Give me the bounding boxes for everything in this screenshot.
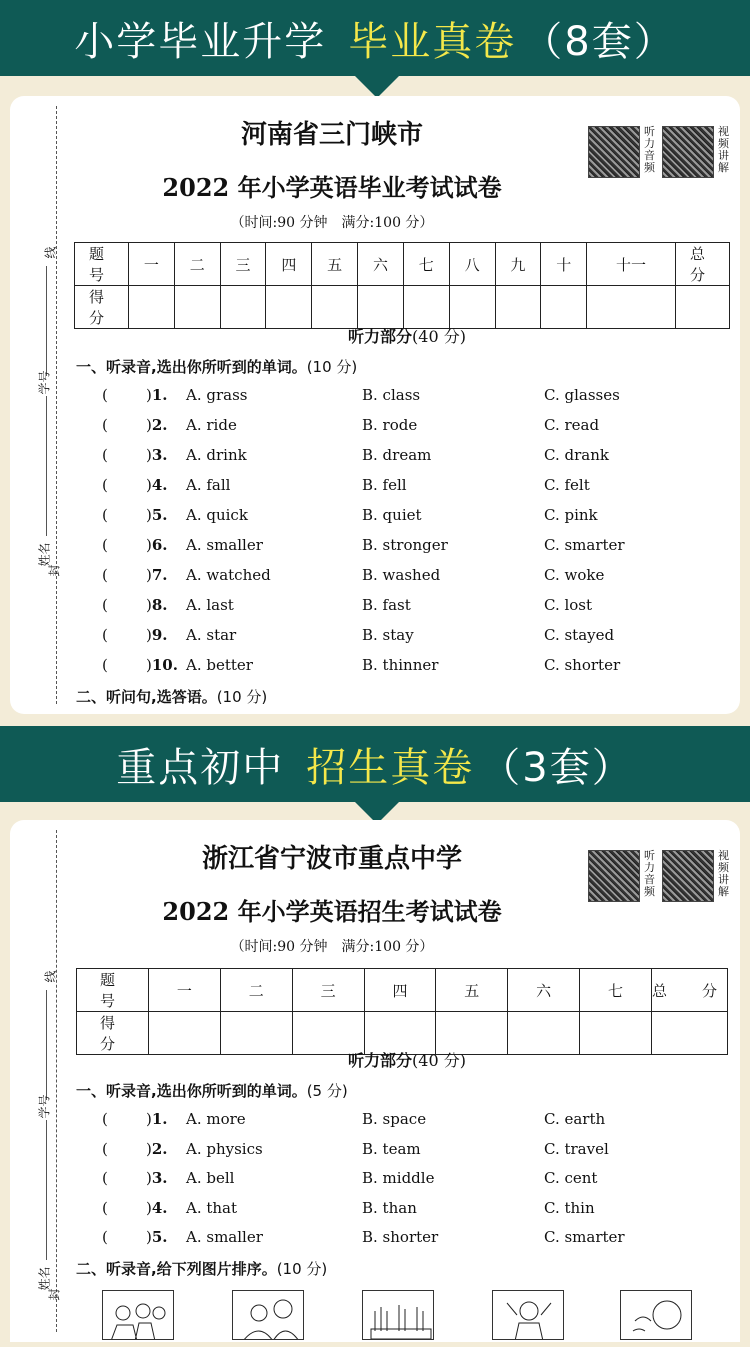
option-a: A. ride xyxy=(186,416,237,434)
exam-title: 河南省三门峡市 xyxy=(240,120,423,150)
score-cell[interactable] xyxy=(312,286,358,329)
score-col: 七 xyxy=(580,969,652,1012)
banner-tail: （8套） xyxy=(522,18,676,65)
answer-blank-open[interactable]: ( xyxy=(102,476,108,494)
student-no-line xyxy=(46,990,47,1100)
score-cell[interactable] xyxy=(403,286,449,329)
score-table xyxy=(76,968,728,1055)
cut-line xyxy=(56,106,57,704)
banner-main: 重点初中 xyxy=(116,744,285,791)
score-row-label: 题 号 xyxy=(75,243,129,286)
answer-blank-open[interactable]: ( xyxy=(102,566,108,584)
score-cell[interactable] xyxy=(266,286,312,329)
exam-paper-2 xyxy=(10,820,740,1342)
score-col: 八 xyxy=(449,243,495,286)
question-title: 二、听问句,选答语。 xyxy=(76,688,217,706)
paren-close: ) xyxy=(146,506,152,524)
section-points: (40 分) xyxy=(412,327,466,346)
option-b: B. fell xyxy=(362,476,407,494)
option-c: C. lost xyxy=(544,596,593,614)
option-b: B. rode xyxy=(362,416,418,434)
question-number: 10. xyxy=(151,656,178,674)
section-title: 听力部分 xyxy=(348,327,413,346)
score-col: 五 xyxy=(312,243,358,286)
banner-main: 小学毕业升学 xyxy=(74,18,327,65)
answer-blank-open[interactable]: ( xyxy=(102,596,108,614)
score-table-header-row xyxy=(75,243,730,286)
paren-close: ) xyxy=(146,1169,152,1187)
banner-tail: （3套） xyxy=(480,744,634,791)
section-points: (40 分) xyxy=(412,1051,466,1070)
exam-paper-1 xyxy=(10,96,740,714)
margin-label-seal: 封 xyxy=(47,1288,62,1301)
question-title: 一、听录音,选出你所听到的单词。 xyxy=(76,358,307,376)
question-item xyxy=(102,476,702,504)
score-cell[interactable] xyxy=(587,286,676,329)
option-a: A. watched xyxy=(186,566,271,584)
score-total-col: 总 分 xyxy=(676,243,730,286)
score-cell[interactable] xyxy=(449,286,495,329)
score-cell[interactable] xyxy=(174,286,220,329)
listening-picture-5 xyxy=(620,1290,692,1340)
question-number: 4. xyxy=(151,476,168,494)
question-heading xyxy=(76,686,267,707)
answer-blank-close xyxy=(146,566,168,584)
listening-picture-2 xyxy=(232,1290,304,1340)
option-a: A. star xyxy=(186,626,237,644)
answer-blank-close xyxy=(146,416,168,434)
answer-blank-close xyxy=(146,476,168,494)
question-item xyxy=(102,506,702,534)
option-b: B. space xyxy=(362,1110,427,1128)
question-number: 5. xyxy=(151,506,168,524)
paren-close: ) xyxy=(146,416,152,434)
question-item xyxy=(102,1169,702,1197)
listening-picture-4 xyxy=(492,1290,564,1340)
margin-label-name: 姓名 xyxy=(37,1266,52,1291)
option-b: B. thinner xyxy=(362,656,439,674)
student-no-line xyxy=(46,266,47,376)
question-heading xyxy=(76,1258,327,1279)
qr-label-audio: 听力音频 xyxy=(644,849,655,898)
answer-blank-close xyxy=(146,536,168,554)
paren-close: ) xyxy=(146,1198,152,1217)
banner-highlight: 招生真卷 xyxy=(306,744,475,791)
listening-picture-1 xyxy=(102,1290,174,1340)
listening-picture-3 xyxy=(362,1290,434,1340)
margin-label-line: 线 xyxy=(43,246,58,259)
score-col: 十一 xyxy=(587,243,676,286)
question-number: 2. xyxy=(151,1139,168,1158)
question-item xyxy=(102,1110,702,1138)
option-a: A. physics xyxy=(186,1139,263,1158)
binding-margin xyxy=(10,820,74,1342)
option-b: B. middle xyxy=(362,1169,435,1187)
question-number: 3. xyxy=(151,446,168,464)
paren-close: ) xyxy=(146,386,152,404)
option-c: C. felt xyxy=(544,476,590,494)
option-a: A. that xyxy=(186,1198,238,1217)
option-b: B. team xyxy=(362,1139,421,1158)
answer-blank-open[interactable]: ( xyxy=(102,656,108,674)
margin-label-seal: 封 xyxy=(47,564,62,577)
option-c: C. drank xyxy=(544,446,609,464)
option-b: B. dream xyxy=(362,446,432,464)
option-b: B. quiet xyxy=(362,506,422,524)
option-c: C. smarter xyxy=(544,536,625,554)
banner-highlight: 毕业真卷 xyxy=(348,18,517,65)
question-number: 9. xyxy=(151,626,168,644)
option-a: A. grass xyxy=(186,386,248,404)
score-cell[interactable] xyxy=(541,286,587,329)
paren-close: ) xyxy=(146,656,152,674)
banner-graduation xyxy=(0,0,750,76)
qr-label-video: 视频讲解 xyxy=(718,849,729,898)
option-c: C. woke xyxy=(544,566,605,584)
question-number: 2. xyxy=(151,416,168,434)
qr-code-audio-icon[interactable] xyxy=(588,126,640,178)
answer-blank-open[interactable]: ( xyxy=(102,1169,108,1187)
section-heading xyxy=(74,324,740,347)
option-c: C. travel xyxy=(544,1139,609,1158)
question-item xyxy=(102,626,702,654)
question-points: (10 分) xyxy=(216,688,268,706)
option-a: A. bell xyxy=(186,1169,235,1187)
question-item xyxy=(102,446,702,474)
score-col: 五 xyxy=(436,969,508,1012)
score-table-header-row xyxy=(77,969,728,1012)
score-col: 九 xyxy=(495,243,541,286)
question-title: 二、听录音,给下列图片排序。 xyxy=(76,1260,277,1278)
answer-blank-close xyxy=(146,446,168,464)
option-a: A. drink xyxy=(186,446,247,464)
option-b: B. class xyxy=(362,386,421,404)
answer-blank-close xyxy=(146,1140,168,1158)
score-cell[interactable] xyxy=(220,286,266,329)
question-number: 7. xyxy=(151,566,168,584)
question-number: 8. xyxy=(151,596,168,614)
cut-line xyxy=(56,830,57,1332)
banner-admission xyxy=(0,726,750,802)
answer-blank-close xyxy=(146,656,178,674)
score-row-label: 得 分 xyxy=(75,286,129,329)
answer-blank-open[interactable]: ( xyxy=(102,446,108,464)
question-number: 4. xyxy=(151,1198,168,1217)
answer-blank-open[interactable]: ( xyxy=(102,1110,108,1128)
exam-time: （时间:90 分钟 满分:100 分） xyxy=(230,215,434,231)
qr-code-video-icon[interactable] xyxy=(662,126,714,178)
score-col: 四 xyxy=(266,243,312,286)
question-number: 3. xyxy=(151,1169,168,1187)
score-col: 一 xyxy=(129,243,175,286)
qr-label-video: 视频讲解 xyxy=(718,125,729,174)
option-a: A. better xyxy=(186,656,253,674)
option-c: C. thin xyxy=(544,1198,595,1217)
option-b: B. than xyxy=(362,1198,417,1217)
question-number: 6. xyxy=(151,536,168,554)
name-line xyxy=(46,1120,47,1260)
paren-close: ) xyxy=(146,596,152,614)
score-row-label: 得 分 xyxy=(77,1012,149,1055)
paren-close: ) xyxy=(146,476,152,494)
question-item xyxy=(102,596,702,624)
score-col: 三 xyxy=(220,243,266,286)
question-title: 一、听录音,选出你所听到的单词。 xyxy=(76,1082,307,1100)
name-line xyxy=(46,396,47,536)
option-c: C. smarter xyxy=(544,1228,625,1246)
question-item xyxy=(102,386,702,414)
paren-close: ) xyxy=(146,626,152,644)
score-col: 一 xyxy=(149,969,221,1012)
answer-blank-open[interactable]: ( xyxy=(102,1139,108,1158)
score-col: 十 xyxy=(541,243,587,286)
exam-subtitle: 2022 年小学英语招生考试试卷 xyxy=(162,897,502,926)
question-item xyxy=(102,566,702,594)
score-col: 二 xyxy=(174,243,220,286)
score-col: 二 xyxy=(220,969,292,1012)
answer-blank-close xyxy=(146,386,168,404)
option-c: C. cent xyxy=(544,1169,598,1187)
paren-close: ) xyxy=(146,536,152,554)
score-col: 三 xyxy=(292,969,364,1012)
option-c: C. pink xyxy=(544,506,598,524)
question-item xyxy=(102,1199,702,1227)
question-item xyxy=(102,1228,702,1256)
qr-code-video-icon[interactable] xyxy=(662,850,714,902)
option-c: C. stayed xyxy=(544,626,615,644)
score-col: 六 xyxy=(358,243,404,286)
qr-code-audio-icon[interactable] xyxy=(588,850,640,902)
answer-blank-open[interactable]: ( xyxy=(102,1198,108,1217)
option-c: C. read xyxy=(544,416,600,434)
answer-blank-close xyxy=(146,1110,168,1128)
answer-blank-close xyxy=(146,506,168,524)
option-c: C. glasses xyxy=(544,386,620,404)
answer-blank-open[interactable]: ( xyxy=(102,1228,108,1246)
answer-blank-close xyxy=(146,1169,168,1187)
score-cell[interactable] xyxy=(358,286,404,329)
exam-time: （时间:90 分钟 满分:100 分） xyxy=(230,939,434,955)
question-item xyxy=(102,656,702,684)
option-a: A. quick xyxy=(186,506,248,524)
question-number: 5. xyxy=(151,1228,168,1246)
option-b: B. stronger xyxy=(362,536,448,554)
answer-blank-close xyxy=(146,1228,168,1246)
answer-blank-close xyxy=(146,596,168,614)
answer-blank-open[interactable]: ( xyxy=(102,506,108,524)
question-item xyxy=(102,1140,702,1168)
option-b: B. fast xyxy=(362,596,411,614)
question-points: (5 分) xyxy=(306,1082,348,1100)
answer-blank-open[interactable]: ( xyxy=(102,536,108,554)
option-b: B. shorter xyxy=(362,1228,439,1246)
qr-label-audio: 听力音频 xyxy=(644,125,655,174)
exam-subtitle: 2022 年小学英语毕业考试试卷 xyxy=(162,173,502,202)
score-row-label: 题 号 xyxy=(77,969,149,1012)
option-a: A. smaller xyxy=(186,536,263,554)
paren-close: ) xyxy=(146,1228,152,1246)
option-a: A. more xyxy=(186,1110,246,1128)
binding-margin xyxy=(10,96,74,714)
option-b: B. washed xyxy=(362,566,441,584)
banner-arrow xyxy=(355,76,399,98)
option-a: A. last xyxy=(186,596,234,614)
margin-label-name: 姓名 xyxy=(37,542,52,567)
option-c: C. earth xyxy=(544,1110,606,1128)
score-col: 六 xyxy=(508,969,580,1012)
answer-blank-close xyxy=(146,1199,168,1217)
question-number: 1. xyxy=(151,386,168,404)
paren-close: ) xyxy=(146,1110,152,1128)
margin-label-student-no: 学号 xyxy=(37,1094,52,1119)
option-c: C. shorter xyxy=(544,656,621,674)
question-item xyxy=(102,536,702,564)
section-title: 听力部分 xyxy=(348,1051,413,1070)
question-item xyxy=(102,416,702,444)
score-col: 四 xyxy=(364,969,436,1012)
question-number: 1. xyxy=(151,1110,168,1128)
option-a: A. smaller xyxy=(186,1228,263,1246)
question-points: (10 分) xyxy=(276,1260,328,1278)
section-heading xyxy=(74,1048,740,1071)
score-cell[interactable] xyxy=(495,286,541,329)
margin-label-line: 线 xyxy=(43,970,58,983)
paren-close: ) xyxy=(146,446,152,464)
answer-blank-open[interactable]: ( xyxy=(102,626,108,644)
exam-title: 浙江省宁波市重点中学 xyxy=(201,844,462,874)
answer-blank-open[interactable]: ( xyxy=(102,416,108,434)
option-b: B. stay xyxy=(362,626,414,644)
score-cell[interactable] xyxy=(676,286,730,329)
paren-close: ) xyxy=(146,1139,152,1158)
score-col: 七 xyxy=(403,243,449,286)
question-points: (10 分) xyxy=(306,358,358,376)
margin-label-student-no: 学号 xyxy=(37,370,52,395)
question-heading xyxy=(76,1080,348,1101)
score-total-col: 总 分 xyxy=(652,969,728,1012)
answer-blank-open[interactable]: ( xyxy=(102,386,108,404)
score-table xyxy=(74,242,740,329)
question-heading xyxy=(76,356,357,377)
answer-blank-close xyxy=(146,626,168,644)
score-table-score-row xyxy=(75,286,730,329)
paren-close: ) xyxy=(146,566,152,584)
option-a: A. fall xyxy=(186,476,231,494)
